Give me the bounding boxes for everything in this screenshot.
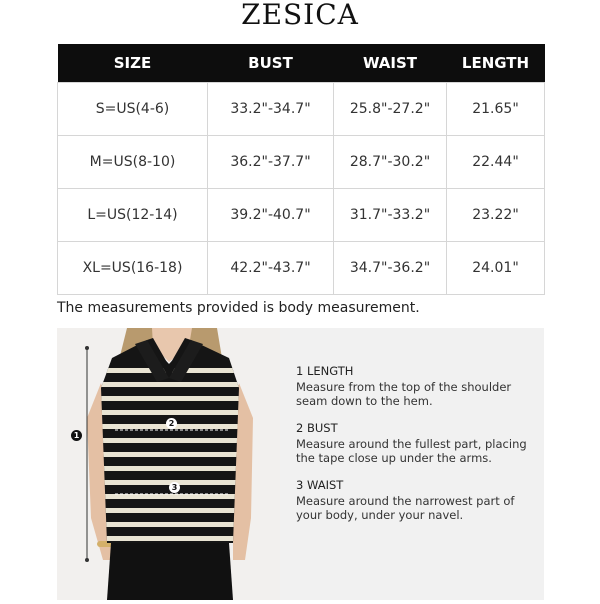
table-cell: 36.2"-37.7" [208, 136, 334, 189]
instruction-title: 3 WAIST [296, 478, 344, 492]
table-row [58, 83, 545, 136]
marker-1-icon: 1 [71, 430, 82, 441]
shirt-stripe [97, 438, 247, 443]
table-cell: 22.44" [447, 136, 545, 189]
marker-3-icon: 3 [169, 482, 180, 493]
table-cell: 25.8"-27.2" [334, 83, 447, 136]
shirt-stripe [97, 494, 247, 499]
table-cell: 31.7"-33.2" [334, 189, 447, 242]
table-cell: L=US(12-14) [58, 189, 208, 242]
instruction-text: Measure around the narrowest part of your body, under your navel. [296, 494, 515, 522]
shirt-stripe [97, 508, 247, 513]
instruction-text: Measure from the top of the shoulder seam down to the hem. [296, 380, 512, 408]
table-row [58, 189, 545, 242]
brand-logo: ZESICA [241, 0, 359, 31]
shirt-stripe [97, 522, 247, 527]
shirt-stripe [97, 396, 247, 401]
model-illustration [57, 328, 280, 600]
instruction-waist [296, 478, 536, 522]
column-header-size: SIZE [58, 44, 208, 83]
table-cell: 21.65" [447, 83, 545, 136]
table-cell: 33.2"-34.7" [208, 83, 334, 136]
shirt-stripe [97, 452, 247, 457]
shirt-stripe [97, 466, 247, 471]
table-row [58, 242, 545, 295]
table-cell: 39.2"-40.7" [208, 189, 334, 242]
table-cell: 42.2"-43.7" [208, 242, 334, 295]
table-cell: S=US(4-6) [58, 83, 208, 136]
column-header-length: LENGTH [447, 44, 545, 83]
shirt-stripe [97, 410, 247, 415]
measurement-note: The measurements provided is body measurement. [57, 300, 420, 316]
table-cell: 24.01" [447, 242, 545, 295]
instruction-title: 2 BUST [296, 421, 338, 435]
table-cell: XL=US(16-18) [58, 242, 208, 295]
table-cell: 23.22" [447, 189, 545, 242]
shirt-stripe [97, 536, 247, 541]
table-cell: 28.7"-30.2" [334, 136, 447, 189]
shirt-stripe [97, 382, 247, 387]
instruction-length [296, 364, 536, 408]
instruction-bust [296, 421, 536, 465]
size-chart-table [57, 44, 545, 295]
column-header-waist: WAIST [334, 44, 447, 83]
table-cell: 34.7"-36.2" [334, 242, 447, 295]
table-row [58, 136, 545, 189]
table-header-row [58, 44, 545, 83]
instruction-title: 1 LENGTH [296, 364, 354, 378]
measure-instructions-panel [280, 328, 544, 600]
column-header-bust: BUST [208, 44, 334, 83]
table-cell: M=US(8-10) [58, 136, 208, 189]
instruction-text: Measure around the fullest part, placing the tape close up under the arms. [296, 437, 527, 465]
product-photo [57, 328, 280, 600]
marker-2-icon: 2 [166, 418, 177, 429]
